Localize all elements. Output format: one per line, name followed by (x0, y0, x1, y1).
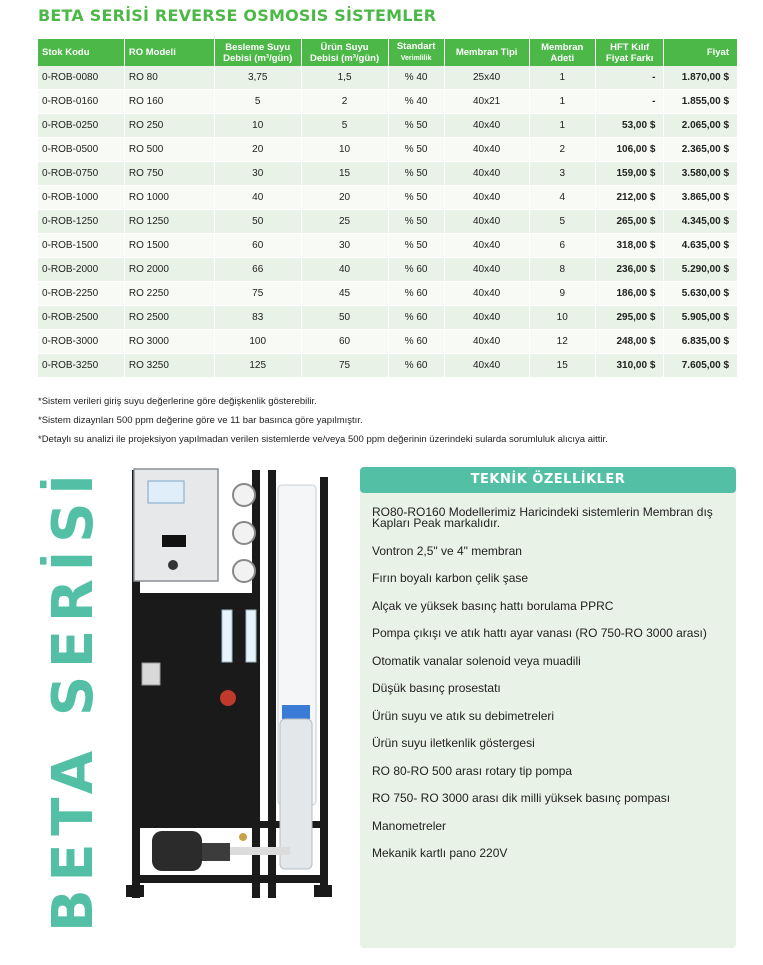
header-hft: HFT Kılıf Fiyat Farkı (596, 39, 664, 66)
table-row (38, 162, 737, 186)
cell-feed: 30 (215, 162, 302, 186)
cell-type: 40x40 (445, 162, 530, 186)
cell-count: 3 (530, 162, 596, 186)
feature-item: Düşük basınç prosestatı (372, 681, 501, 695)
cell-feed: 75 (215, 282, 302, 306)
page-title: BETA SERİSİ REVERSE OSMOSIS SİSTEMLER (38, 6, 437, 25)
header-stok-kodu: Stok Kodu (38, 39, 125, 66)
table-row (38, 90, 737, 114)
cell-eff: % 60 (389, 354, 445, 378)
cell-count: 4 (530, 186, 596, 210)
cell-type: 40x40 (445, 114, 530, 138)
cell-price: 5.905,00 $ (664, 306, 737, 330)
cell-type: 40x40 (445, 138, 530, 162)
cell-type: 40x21 (445, 90, 530, 114)
table-row (38, 354, 737, 378)
cell-count: 12 (530, 330, 596, 354)
features-title: TEKNİK ÖZELLİKLER (360, 467, 736, 493)
cell-model: RO 160 (125, 90, 215, 114)
cell-model: RO 750 (125, 162, 215, 186)
cell-product: 15 (302, 162, 389, 186)
header-fiyat: Fiyat (664, 39, 737, 66)
cell-hft: 248,00 $ (596, 330, 664, 354)
note-1: *Sistem verileri giriş suyu değerlerine göre değişkenlik gösterebilir. (38, 396, 317, 407)
feature-item: RO80-RO160 Modellerimiz Haricindeki sistemlerin Membran dış Kapları Peak markalıdır. (372, 505, 713, 530)
cell-model: RO 3250 (125, 354, 215, 378)
cell-product: 50 (302, 306, 389, 330)
cell-type: 25x40 (445, 66, 530, 90)
cell-model: RO 250 (125, 114, 215, 138)
feature-item: Alçak ve yüksek basınç hattı borulama PPRC (372, 598, 614, 613)
cell-type: 40x40 (445, 186, 530, 210)
cell-count: 15 (530, 354, 596, 378)
feature-item: Otomatik vanalar solenoid veya muadili (372, 653, 581, 668)
cell-eff: % 50 (389, 162, 445, 186)
cell-code: 0-ROB-0750 (38, 162, 125, 186)
cell-hft: 318,00 $ (596, 234, 664, 258)
notes (38, 392, 608, 449)
cell-product: 20 (302, 186, 389, 210)
cell-hft: 53,00 $ (596, 114, 664, 138)
cell-feed: 3,75 (215, 66, 302, 90)
cell-type: 40x40 (445, 306, 530, 330)
feature-item: Fırın boyalı karbon çelik şase (372, 571, 529, 585)
cell-code: 0-ROB-1500 (38, 234, 125, 258)
cell-product: 25 (302, 210, 389, 234)
table-row (38, 210, 737, 234)
cell-product: 45 (302, 282, 389, 306)
table-row (38, 66, 737, 90)
feature-item: Ürün suyu iletkenlik göstergesi (372, 736, 535, 750)
feature-item: RO 750- RO 3000 arası dik milli yüksek basınç pompası (372, 791, 671, 805)
cell-feed: 83 (215, 306, 302, 330)
cell-hft: 236,00 $ (596, 258, 664, 282)
cell-feed: 100 (215, 330, 302, 354)
cell-eff: % 60 (389, 258, 445, 282)
vertical-series-text: BETA SERİSİ (41, 474, 106, 932)
table-row (38, 114, 737, 138)
cell-eff: % 40 (389, 66, 445, 90)
cell-price: 4.345,00 $ (664, 210, 737, 234)
cell-product: 10 (302, 138, 389, 162)
cell-model: RO 2250 (125, 282, 215, 306)
cell-count: 10 (530, 306, 596, 330)
cell-model: RO 1500 (125, 234, 215, 258)
cell-count: 6 (530, 234, 596, 258)
cell-feed: 10 (215, 114, 302, 138)
cell-eff: % 50 (389, 114, 445, 138)
cell-code: 0-ROB-3000 (38, 330, 125, 354)
cell-feed: 66 (215, 258, 302, 282)
cell-model: RO 2000 (125, 258, 215, 282)
table-row (38, 306, 737, 330)
cell-hft: 212,00 $ (596, 186, 664, 210)
cell-price: 7.605,00 $ (664, 354, 737, 378)
cell-product: 30 (302, 234, 389, 258)
cell-count: 1 (530, 114, 596, 138)
cell-count: 1 (530, 66, 596, 90)
table-body (38, 66, 737, 378)
cell-code: 0-ROB-0080 (38, 66, 125, 90)
cell-price: 1.855,00 $ (664, 90, 737, 114)
cell-hft: - (596, 90, 664, 114)
cell-eff: % 50 (389, 138, 445, 162)
header-membran-adeti: Membran Adeti (530, 39, 596, 66)
cell-model: RO 1250 (125, 210, 215, 234)
cell-code: 0-ROB-3250 (38, 354, 125, 378)
feature-item: RO 80-RO 500 arası rotary tip pompa (372, 763, 573, 778)
cell-type: 40x40 (445, 354, 530, 378)
cell-model: RO 3000 (125, 330, 215, 354)
cell-hft: 310,00 $ (596, 354, 664, 378)
cell-eff: % 60 (389, 282, 445, 306)
table-row (38, 282, 737, 306)
cell-code: 0-ROB-1250 (38, 210, 125, 234)
cell-product: 75 (302, 354, 389, 378)
cell-eff: % 60 (389, 330, 445, 354)
cell-type: 40x40 (445, 282, 530, 306)
price-table (38, 39, 737, 378)
table-row (38, 258, 737, 282)
cell-price: 2.065,00 $ (664, 114, 737, 138)
table-row (38, 186, 737, 210)
cell-code: 0-ROB-2500 (38, 306, 125, 330)
cell-count: 9 (530, 282, 596, 306)
cell-type: 40x40 (445, 330, 530, 354)
header-urun: Ürün Suyu Debisi (m³/gün) (302, 39, 389, 66)
cell-eff: % 50 (389, 234, 445, 258)
cell-hft: - (596, 66, 664, 90)
table-row (38, 138, 737, 162)
cell-type: 40x40 (445, 234, 530, 258)
cell-eff: % 40 (389, 90, 445, 114)
cell-product: 5 (302, 114, 389, 138)
cell-price: 3.580,00 $ (664, 162, 737, 186)
features-list (372, 507, 732, 876)
feature-item: Ürün suyu ve atık su debimetreleri (372, 708, 555, 723)
feature-item: Vontron 2,5" ve 4" membran (372, 543, 522, 558)
cell-feed: 20 (215, 138, 302, 162)
cell-product: 60 (302, 330, 389, 354)
table-row (38, 234, 737, 258)
cell-code: 0-ROB-1000 (38, 186, 125, 210)
cell-feed: 60 (215, 234, 302, 258)
cell-type: 40x40 (445, 258, 530, 282)
cell-eff: % 60 (389, 306, 445, 330)
cell-product: 2 (302, 90, 389, 114)
header-ro-modeli: RO Modeli (125, 39, 215, 66)
cell-model: RO 500 (125, 138, 215, 162)
cell-count: 2 (530, 138, 596, 162)
cell-code: 0-ROB-0250 (38, 114, 125, 138)
cell-count: 5 (530, 210, 596, 234)
cell-eff: % 50 (389, 186, 445, 210)
cell-feed: 50 (215, 210, 302, 234)
cell-product: 1,5 (302, 66, 389, 90)
cell-price: 5.630,00 $ (664, 282, 737, 306)
feature-item: Pompa çıkışı ve atık hattı ayar vanası (RO 750-RO 3000 arası) (372, 626, 707, 640)
cell-product: 40 (302, 258, 389, 282)
cell-code: 0-ROB-2250 (38, 282, 125, 306)
header-verimlilik: Standart Verimlilik (389, 39, 445, 66)
cell-hft: 106,00 $ (596, 138, 664, 162)
note-2: *Sistem dizaynları 500 ppm değerine göre ve 11 bar basınca göre yapılmıştır. (38, 415, 363, 426)
cell-model: RO 1000 (125, 186, 215, 210)
ro-system-illustration (118, 465, 343, 940)
note-3: *Detaylı su analizi ile projeksiyon yapılmadan verilen sistemlerde ve/veya 500 ppm değerinin üzerindeki sularda sorumluluk alıcıya aittir. (38, 434, 608, 445)
vertical-series-title (40, 470, 110, 935)
cell-feed: 125 (215, 354, 302, 378)
cell-model: RO 2500 (125, 306, 215, 330)
table-row (38, 330, 737, 354)
cell-price: 1.870,00 $ (664, 66, 737, 90)
cell-feed: 5 (215, 90, 302, 114)
cell-code: 0-ROB-0500 (38, 138, 125, 162)
cell-price: 2.365,00 $ (664, 138, 737, 162)
cell-code: 0-ROB-0160 (38, 90, 125, 114)
table-header-row (38, 39, 737, 66)
cell-hft: 186,00 $ (596, 282, 664, 306)
cell-eff: % 50 (389, 210, 445, 234)
cell-code: 0-ROB-2000 (38, 258, 125, 282)
cell-price: 3.865,00 $ (664, 186, 737, 210)
cell-hft: 265,00 $ (596, 210, 664, 234)
cell-model: RO 80 (125, 66, 215, 90)
cell-type: 40x40 (445, 210, 530, 234)
feature-item: Mekanik kartlı pano 220V (372, 846, 508, 860)
cell-hft: 295,00 $ (596, 306, 664, 330)
cell-count: 1 (530, 90, 596, 114)
cell-price: 5.290,00 $ (664, 258, 737, 282)
header-besleme: Besleme Suyu Debisi (m³/gün) (215, 39, 302, 66)
technical-features-panel (360, 467, 736, 948)
cell-count: 8 (530, 258, 596, 282)
header-membran-tipi: Membran Tipi (445, 39, 530, 66)
cell-feed: 40 (215, 186, 302, 210)
cell-price: 4.635,00 $ (664, 234, 737, 258)
cell-hft: 159,00 $ (596, 162, 664, 186)
cell-price: 6.835,00 $ (664, 330, 737, 354)
feature-item: Manometreler (372, 818, 447, 833)
